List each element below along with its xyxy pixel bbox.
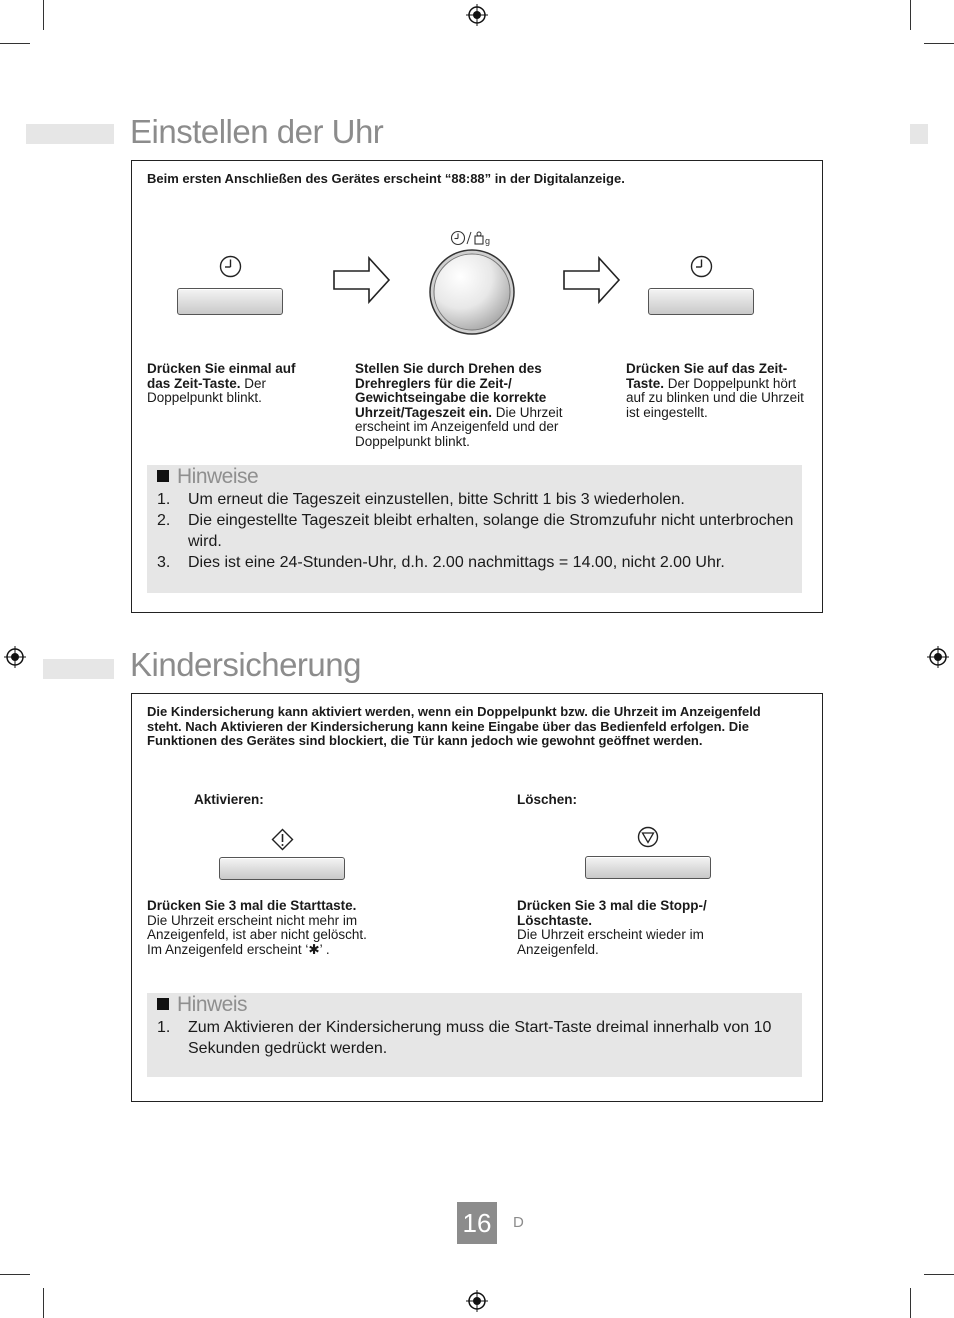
step-3-bold: Drücken Sie auf das Zeit-Taste. [626, 361, 788, 391]
step-3-text [626, 362, 808, 420]
section-title-child-lock: Kindersicherung [130, 646, 361, 683]
note-text: Die eingestellte Tageszeit bleibt erhalten, solange die Stromzufuhr nicht unterbrochen [188, 512, 794, 529]
note-text: Dies ist eine 24-Stunden-Uhr, d.h. 2.00 nachmittags = 14.00, nicht 2.00 Uhr. [188, 554, 725, 571]
child-lock-intro: Die Kindersicherung kann aktiviert werden, wenn ein Doppelpunkt bzw. die Uhrzeit im Anzeigenfeld steht. Nach Aktivieren der Kindersicherung kann keine Eingabe über das Bedienfeld erfolgen. Die Funktionen des Gerätes sind blockiert, die Tür kann jedoch wie gewohnt geöffnet werden. [147, 704, 761, 748]
note-item [157, 511, 797, 553]
note-text-cont: wird. [188, 532, 222, 550]
crop-mark [0, 1274, 30, 1275]
registration-mark-icon [4, 646, 26, 668]
note-text: Zum Aktivieren der Kindersicherung muss die Start-Taste dreimal innerhalb von 10 [188, 1019, 772, 1036]
note-number: 1. [157, 1019, 171, 1036]
note-number: 1. [157, 491, 171, 508]
notes-title [157, 993, 247, 1017]
crop-mark [924, 43, 954, 44]
crop-mark [43, 1288, 44, 1318]
delete-label: Löschen: [517, 792, 578, 807]
step-2-text [355, 362, 595, 449]
crop-mark [43, 0, 44, 30]
clock-icon [219, 255, 242, 278]
activate-step-line: Im Anzeigenfeld erscheint ‘✱’ . [147, 941, 330, 957]
crop-mark [910, 1288, 911, 1318]
note-text-cont: Sekunden gedrückt werden. [188, 1039, 388, 1057]
delete-step-line: Die Uhrzeit erscheint wieder im [517, 927, 704, 942]
note-item [157, 490, 797, 511]
step-1-bold: Drücken Sie einmal auf das Zeit-Taste. [147, 361, 296, 391]
title-band [43, 659, 114, 679]
step-2-bold: Stellen Sie durch Drehen des Drehreglers für die Zeit-/ Gewichtseingabe die korrekte Uhrzeit/Tageszeit ein. [355, 361, 547, 420]
notes-box-child-lock [147, 993, 802, 1077]
section-title-clock: Einstellen der Uhr [130, 113, 384, 150]
activate-step-bold: Drücken Sie 3 mal die Starttaste. [147, 898, 357, 913]
step-2-plain: Die Uhrzeit erscheint im Anzeigenfeld und der Doppelpunkt blinkt. [355, 404, 563, 449]
bullet-square-icon [157, 998, 169, 1010]
delete-step-line: Anzeigenfeld. [517, 941, 599, 957]
activate-step-line: Die Uhrzeit erscheint nicht mehr im [147, 912, 358, 928]
clock-button[interactable] [648, 288, 754, 315]
registration-mark-icon [466, 4, 488, 26]
step-1-text [147, 362, 322, 406]
clock-button[interactable] [177, 288, 283, 315]
activate-label: Aktivieren: [194, 792, 264, 807]
svg-text:g: g [485, 236, 492, 246]
step-3-plain: Der Doppelpunkt hört auf zu blinken und die Uhrzeit ist eingestellt. [626, 375, 804, 420]
crop-mark [0, 43, 30, 44]
note-text: Um erneut die Tageszeit einzustellen, bitte Schritt 1 bis 3 wiederholen. [188, 491, 685, 508]
start-button[interactable] [219, 857, 345, 880]
page-number: 16 [457, 1202, 497, 1244]
stop-clear-button[interactable] [585, 856, 711, 879]
notes-title-text: Hinweis [177, 993, 248, 1016]
step-1-plain: Der Doppelpunkt blinkt. [147, 375, 267, 405]
margin-band [910, 124, 928, 144]
note-item [157, 553, 797, 574]
clock-intro: Beim ersten Anschließen des Gerätes erscheint “88:88” in der Digitalanzeige. [147, 171, 625, 186]
arrow-right-icon [333, 256, 391, 304]
language-code: D [513, 1214, 524, 1231]
title-band [26, 124, 114, 144]
start-icon [271, 828, 294, 851]
time-weight-knob[interactable] [428, 248, 516, 336]
notes-title-text: Hinweise [177, 465, 259, 488]
crop-mark [910, 0, 911, 30]
registration-mark-icon [466, 1290, 488, 1312]
activate-step-line: Anzeigenfeld, ist aber nicht gelöscht. [147, 927, 367, 942]
activate-step-text [147, 899, 447, 957]
note-number: 3. [157, 554, 171, 571]
bullet-square-icon [157, 470, 169, 482]
notes-box-clock [147, 465, 802, 593]
delete-step-text [517, 899, 747, 957]
clock-icon [690, 255, 713, 278]
delete-step-bold: Drücken Sie 3 mal die Stopp-/ Löschtaste. [517, 898, 707, 928]
registration-mark-icon [927, 646, 949, 668]
note-item [157, 1018, 797, 1060]
note-number: 2. [157, 512, 171, 529]
arrow-right-icon [563, 256, 621, 304]
knob-label [450, 230, 494, 249]
clock-weight-icon [450, 230, 494, 246]
crop-mark [924, 1274, 954, 1275]
notes-title [157, 465, 258, 489]
stop-icon [637, 826, 659, 848]
